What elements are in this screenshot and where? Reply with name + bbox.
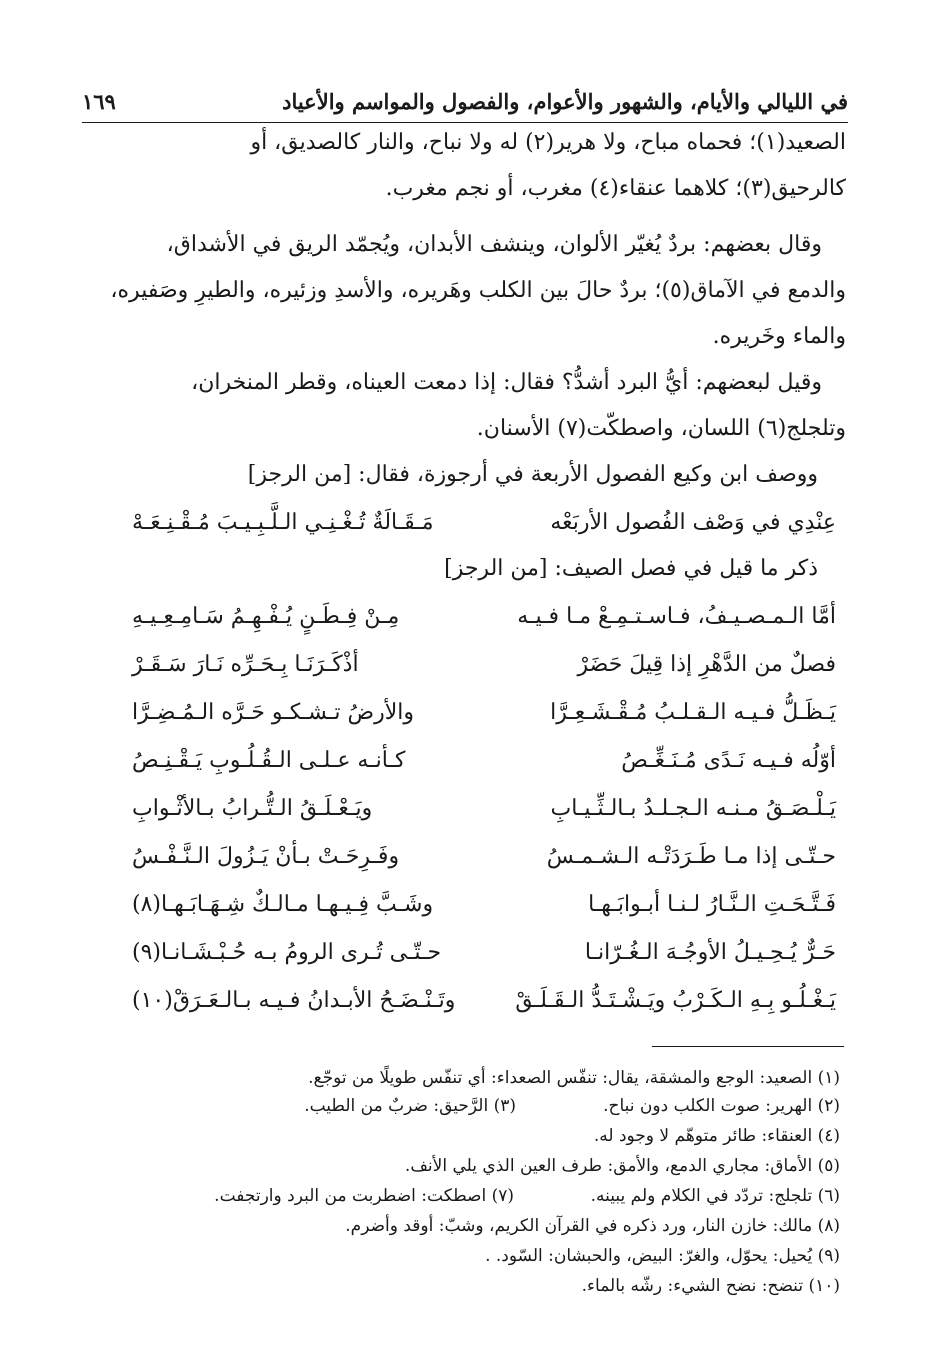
chapter-title: في الليالي والأيام، والشهور والأعوام، والفصول والمواسم والأعياد bbox=[282, 89, 848, 114]
verse-hemistich-second: حـتّـى تُـرى الرومُ بـه حُـبْـشَـانـا⁠(٩) bbox=[132, 940, 442, 965]
footnote-6: (٦) تلجلج: تردّد في الكلام ولم يبينه. bbox=[590, 1186, 840, 1206]
text-line: والماء وخَريره. bbox=[712, 324, 846, 349]
footnote-separator bbox=[652, 1046, 844, 1047]
footnote-4: (٤) العنقاء: طائر متوهّم لا وجود له. bbox=[593, 1126, 840, 1146]
verse-hemistich-second: وفَـرِحَـتْ بـأنْ يَـزُولَ الـنَّـفْـسُ bbox=[132, 844, 400, 869]
verse-hemistich-first: أمَّا الـمـصـيـفُ، فـاسـتـمِـعْ مـا فـيـه bbox=[517, 604, 836, 629]
footnote-8: (٨) مالك: خازن النار، ورد ذكره في القرآن الكريم، وشبّ: أوقد وأضرم. bbox=[345, 1216, 840, 1236]
verse-hemistich-second: وشَـبَّ فِـيـهـا مـالـكٌ شِـهَـابَـهـا⁠(٨) bbox=[132, 892, 434, 917]
verse-hemistich-first: يَـغْـلُـو بِـهِ الـكَـرْبُ ويَـشْـتَـدُّ الـقَـلَـقْ bbox=[515, 988, 836, 1013]
verse-hemistich-first: أوّلُه فـيـه نَـدًى مُـنَـغِّـصُ bbox=[621, 748, 836, 773]
verse-hemistich-first: فَـتَّـحَـتِ الـنَّـارُ لـنـا أبـوابَـهـا bbox=[588, 892, 836, 917]
verse-hemistich-first: يَـظَـلُّ فـيـه الـقـلـبُ مُـقْـشَـعِـرَّا bbox=[550, 700, 836, 725]
footnote-9: (٩) يُحيل: يحوّل، والغرّ: البيض، والحبشان: السّود. . bbox=[485, 1246, 840, 1266]
verse-hemistich-second: أذْكَـرَنَـا بِـحَـرِّه نَـارَ سَـقَـرْ bbox=[132, 652, 359, 677]
running-header bbox=[82, 82, 848, 123]
verse-hemistich-first: يَـلْـصَـقُ مـنـه الـجـلـدُ بـالـثِّـيـابِ bbox=[550, 796, 836, 821]
verse-hemistich-first: حَـرٌّ يُـحِـيـلُ الأوجُـهَ الـغُـرّانـا bbox=[584, 940, 836, 965]
footnote-7: (٧) اصطكت: اضطربت من البرد وارتجفت. bbox=[214, 1186, 514, 1206]
footnote-5: (٥) الأماق: مجاري الدمع، والأمق: طرف العين الذي يلي الأنف. bbox=[404, 1156, 840, 1176]
verse-hemistich-second: وتَـنْـضَـحُ الأبـدانُ فـيـه بـالـعَـرَقْ⁠(١٠) bbox=[132, 988, 456, 1013]
text-line: وقيل لبعضهم: أيُّ البرد أشدُّ؟ فقال: إذا دمعت العيناه، وقطر المنخران، bbox=[191, 370, 822, 395]
text-line: الصعيد⁠(١)؛ فحماه مباح، ولا هرير⁠(٢) له ولا نباح، والنار كالصديق، أو bbox=[250, 130, 846, 155]
footnote-3: (٣) الرَّحيق: ضربٌ من الطيب. bbox=[304, 1096, 516, 1116]
verse-hemistich-second: مِـنْ فِـطَـنٍ يُـفْـهِـمُ سَـامِـعِـيـهِ bbox=[132, 604, 400, 629]
footnote-10: (١٠) تنضح: نضح الشيء: رشّه بالماء. bbox=[581, 1276, 840, 1296]
text-line: ووصف ابن وكيع الفصول الأربعة في أرجوزة، فقال: [من الرجز] bbox=[247, 462, 818, 487]
verse-hemistich-first: عِنْدِي في وَصْف الفُصول الأربَعْه bbox=[550, 510, 836, 535]
text-line: والدمع في الآماق⁠(٥)؛ بردٌ حالَ بين الكلب وهَريره، والأسدِ وزئيره، والطيرِ وصَفيره، bbox=[110, 278, 846, 303]
verse-hemistich-second: كـأنـه عـلـى الـقُـلُـوبِ يَـقْـنِـصُ bbox=[132, 748, 406, 773]
verse-hemistich-first: حـتّـى إذا مـا طَـرَدَتْـه الـشـمـسُ bbox=[546, 844, 836, 869]
footnote-1: (١) الصعيد: الوجع والمشقة، يقال: تنفّس الصعداء: أي تنفّس طويلًا من توجّع. bbox=[308, 1068, 840, 1088]
footnote-2: (٢) الهرير: صوت الكلب دون نباح. bbox=[603, 1096, 840, 1116]
text-line: ذكر ما قيل في فصل الصيف: [من الرجز] bbox=[444, 556, 818, 581]
page-number: ١٦٩ bbox=[82, 89, 116, 114]
verse-hemistich-first: فصلٌ من الدَّهْرِ إذا قِيلَ حَضَرْ bbox=[577, 652, 836, 677]
verse-hemistich-second: ويَـعْـلَـقُ الـتُّـرابُ بـالأثْـوابِ bbox=[132, 796, 373, 821]
verse-hemistich-second: والأرضُ تـشـكـو حَـرَّه الـمُـضِـرَّا bbox=[132, 700, 414, 725]
text-line: وقال بعضهم: بردٌ يُغيّر الألوان، وينشف الأبدان، ويُجمّد الريق في الأشداق، bbox=[166, 232, 822, 257]
text-line: وتلجلج⁠(٦) اللسان، واصطكّت⁠(٧) الأسنان. bbox=[476, 416, 846, 441]
text-line: كالرحيق⁠(٣)؛ كلاهما عنقاء⁠(٤) مغرب، أو نجم مغرب. bbox=[385, 176, 846, 201]
verse-hemistich-second: مَـقَـالَةٌ تُـغْـنِـي الـلَّـبِـيـبَ مُـقْـنِـعَـهْ bbox=[132, 510, 434, 535]
